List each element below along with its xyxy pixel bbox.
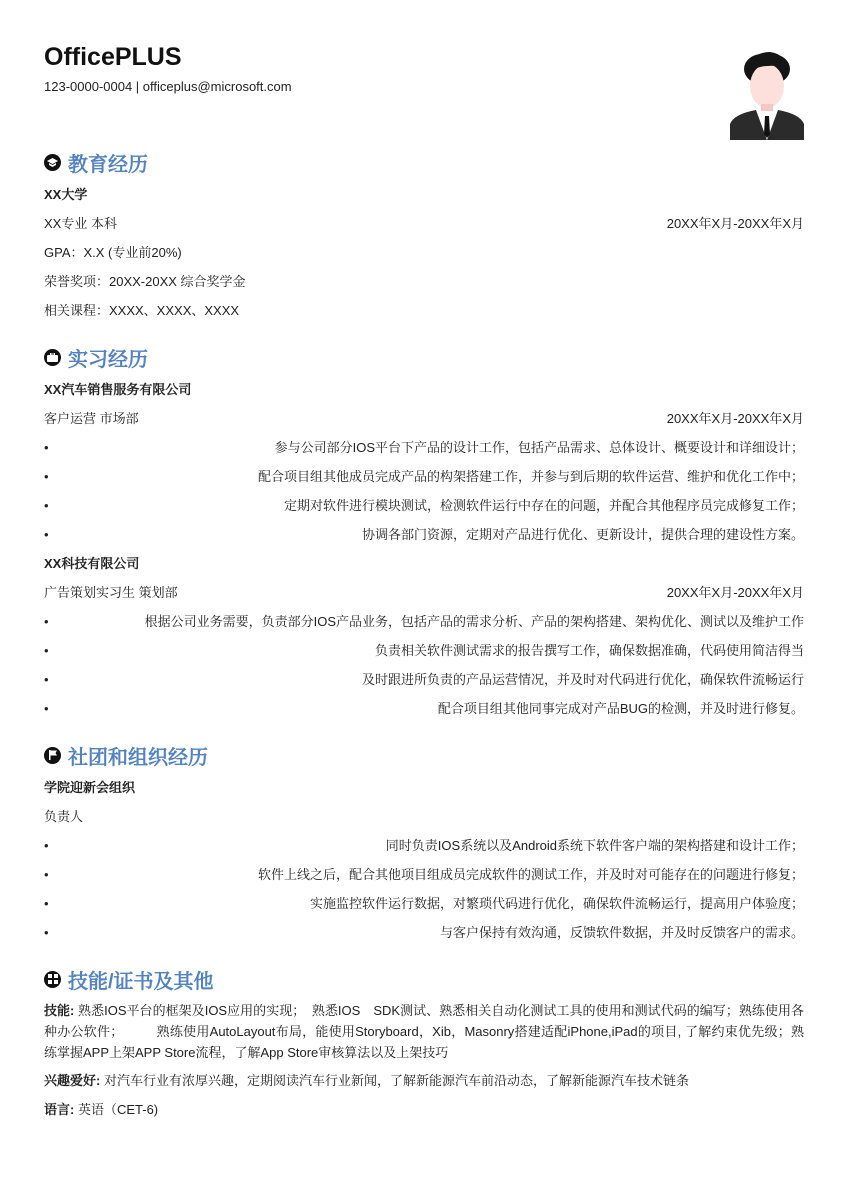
language-label: 语言: bbox=[44, 1102, 75, 1117]
section-title: 教育经历 bbox=[68, 153, 148, 176]
company-name: XX汽车销售服务有限公司 bbox=[44, 382, 192, 397]
section-title: 技能/证书及其他 bbox=[68, 970, 214, 993]
section-title: 实习经历 bbox=[68, 348, 148, 371]
skills-text: 熟悉IOS平台的框架及IOS应用的实现； 熟悉IOS SDK测试、熟悉相关自动化测试工具的使用和测试代码的编写；熟练使用各种办公软件； 熟练使用AutoLayout布局，能使用Storyboard，Xib，Masonry搭建适配iPhone,iPad的项目, 了解约束优先级；熟练掌握APP上架APP Store流程，了解App Store审核算法以及上架技巧 bbox=[44, 1003, 804, 1060]
section-club-heading bbox=[44, 737, 804, 773]
job-bullet: • 及时跟进所负责的产品运营情况，并及时对代码进行优化，确保软件流畅运行 bbox=[44, 665, 804, 694]
hobby-text: 对汽车行业有浓厚兴趣，定期阅读汽车行业新闻，了解新能源汽车前沿动态，了解新能源汽车技术链条 bbox=[103, 1073, 689, 1088]
job-bullet: • 协调各部门资源，定期对产品进行优化、更新设计，提供合理的建设性方案。 bbox=[44, 520, 804, 549]
org-name: 学院迎新会组织 bbox=[44, 780, 136, 795]
club-bullet: • 与客户保持有效沟通，反馈软件数据，并及时反馈客户的需求。 bbox=[44, 918, 804, 947]
hobby-paragraph bbox=[44, 1066, 804, 1095]
hobby-label: 兴趣爱好: bbox=[44, 1073, 101, 1088]
date-range: 20XX年X月-20XX年X月 bbox=[666, 585, 804, 600]
date-range: 20XX年X月-20XX年X月 bbox=[666, 411, 804, 426]
job-bullet: • 根据公司业务需要，负责部分IOS产品业务，包括产品的需求分析、产品的架构搭建、架构优化、测试以及维护工作 bbox=[44, 607, 804, 636]
company-name: XX科技有限公司 bbox=[44, 556, 140, 571]
skills-label: 技能: bbox=[44, 1003, 75, 1018]
section-skills-heading bbox=[44, 961, 804, 997]
school-name: XX大学 bbox=[44, 187, 88, 202]
job-role: 客户运营 市场部 bbox=[44, 411, 139, 426]
edu-item: GPA：X.X (专业前20%) bbox=[44, 245, 182, 260]
flag-icon bbox=[44, 747, 61, 764]
section-internship-heading bbox=[44, 339, 804, 375]
language-text: 英语（CET-6) bbox=[77, 1102, 159, 1117]
edu-item: 相关课程：XXXX、XXXX、XXXX bbox=[44, 303, 240, 318]
grid-icon bbox=[44, 971, 61, 988]
contact-info: 123-0000-0004 | officeplus@microsoft.com bbox=[44, 79, 292, 94]
job-bullet: • 定期对软件进行模块测试，检测软件运行中存在的问题，并配合其他程序员完成修复工作； bbox=[44, 491, 804, 520]
language-paragraph bbox=[44, 1095, 804, 1124]
job-bullet: • 负责相关软件测试需求的报告撰写工作，确保数据准确，代码使用简洁得当 bbox=[44, 636, 804, 665]
graduation-cap-icon bbox=[44, 154, 61, 171]
club-bullet: • 实施监控软件运行数据，对繁琐代码进行优化，确保软件流畅运行，提高用户体验度； bbox=[44, 889, 804, 918]
club-bullet: • 同时负责IOS系统以及Android系统下软件客户端的架构搭建和设计工作； bbox=[44, 831, 804, 860]
candidate-name: OfficePLUS bbox=[44, 43, 182, 71]
org-role: 负责人 bbox=[44, 809, 84, 824]
date-range: 20XX年X月-20XX年X月 bbox=[666, 216, 804, 231]
club-bullet: • 软件上线之后，配合其他项目组成员完成软件的测试工作，并及时对可能存在的问题进行修复； bbox=[44, 860, 804, 889]
major: XX专业 本科 bbox=[44, 216, 117, 231]
job-bullet: • 配合项目组其他同事完成对产品BUG的检测，并及时进行修复。 bbox=[44, 694, 804, 723]
briefcase-icon bbox=[44, 349, 61, 366]
section-education-heading bbox=[44, 144, 804, 180]
section-title: 社团和组织经历 bbox=[68, 746, 208, 769]
job-bullet: • 配合项目组其他成员完成产品的构架搭建工作，并参与到后期的软件运营、维护和优化工作中； bbox=[44, 462, 804, 491]
skills-paragraph bbox=[44, 1000, 804, 1063]
job-bullet: • 参与公司部分IOS平台下产品的设计工作，包括产品需求、总体设计、概要设计和详细设计； bbox=[44, 433, 804, 462]
edu-item: 荣誉奖项：20XX-20XX 综合奖学金 bbox=[44, 274, 246, 289]
job-role: 广告策划实习生 策划部 bbox=[44, 585, 178, 600]
